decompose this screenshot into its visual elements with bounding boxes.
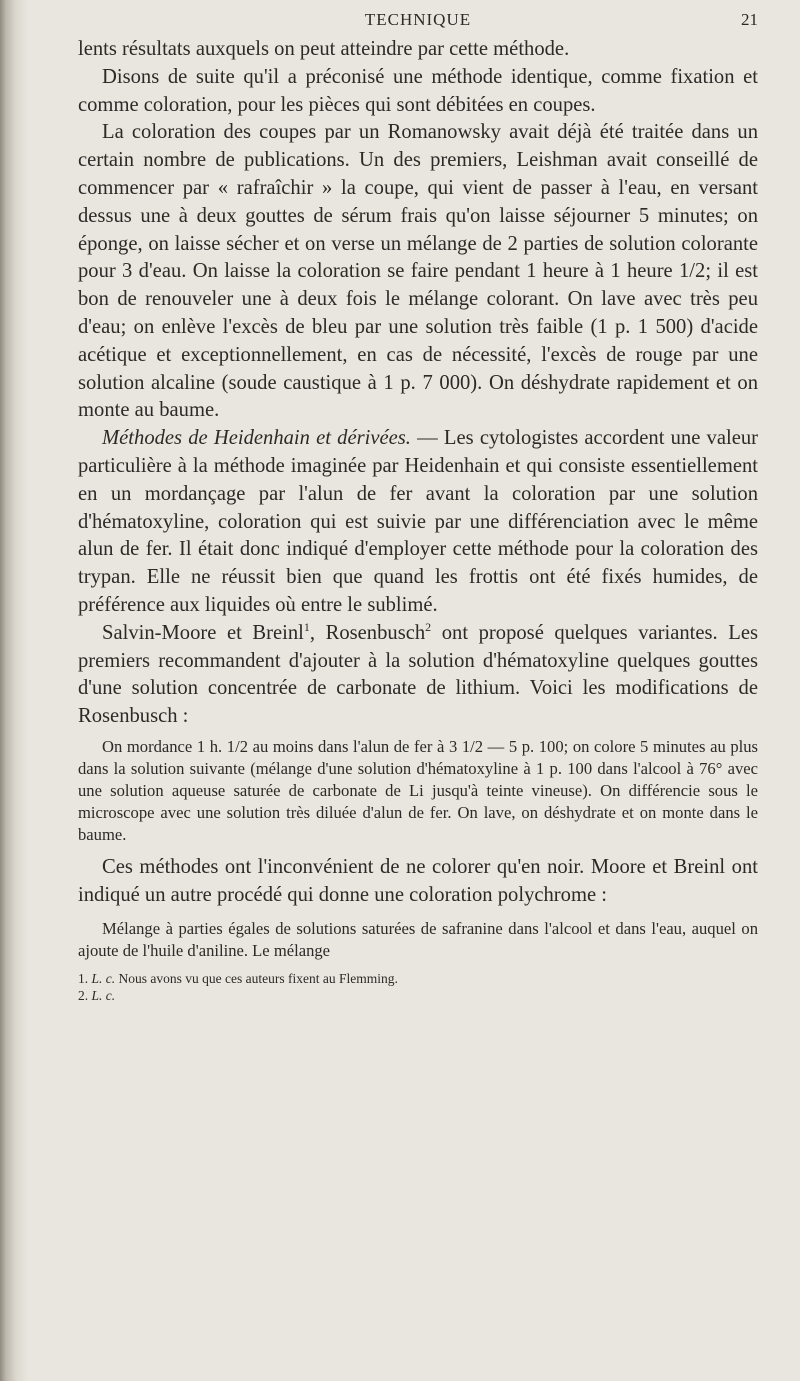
paragraph-4-text: — Les cytologistes accordent une valeur particulière à la méthode imaginée par Heidenhain et qui consiste essentiellement en un mordançage par l'alun de fer avant la coloration par une solution d'hématoxyline, coloration qui est suivie par une différenciation avec le même alun de fer. Il était donc indiqué d'employer cette méthode pour la coloration des trypan. Elle ne réussit bien que quand les frottis ont été fixés humides, de préférence aux liquides où entre le sublimé. (78, 427, 759, 616)
paragraph-6: Ces méthodes ont l'inconvénient de ne colorer qu'en noir. Moore et Breinl ont indiqué un autre procédé qui donne une coloration polychrome : (78, 856, 758, 907)
book-page (78, 0, 758, 1004)
footnote-1-text: Nous avons vu que ces auteurs fixent au Flemming. (115, 970, 398, 986)
paragraph-1: lents résultats auxquels on peut atteindre par cette méthode. (78, 38, 570, 60)
footnote-1-mark: 1. (78, 970, 89, 986)
footnote-1 (78, 970, 758, 987)
section-heading: Méthodes de Heidenhain et dérivées. (102, 427, 411, 450)
paragraph-3: La coloration des coupes par un Romanowsky avait déjà été traitée dans un certain nombre de publications. Un des premiers, Leishman avait conseillé de commencer par « rafraîchir » la coupe, qui vient de passer à l'eau, en versant dessus une à deux gouttes de sérum frais qu'on laisse séjourner 5 minutes; on éponge, on laisse sécher et on verse un mélange de 2 parties de solution colorante pour 3 d'eau. On laisse la coloration se faire pendant 1 heure à 1 heure 1/2; il est bon de renouveler une à deux fois le mélange colorant. On lave avec très peu d'eau; on enlève l'excès de bleu par une solution très faible (1 p. 1 500) d'acide acétique et exceptionnellement, en cas de nécessité, l'excès de rouge par une solution alcaline (soude caustique à 1 p. 7 000). On déshydrate rapidement et on monte au baume. (78, 121, 758, 422)
running-title: TECHNIQUE (364, 10, 472, 29)
paragraph-5 (78, 620, 758, 731)
footnote-1-ref: L. c. (91, 970, 116, 986)
paragraph-5-part-b: , Rosenbusch (309, 621, 426, 644)
paragraph-2: Disons de suite qu'il a préconisé une méthode identique, comme fixation et comme coloration, pour les pièces qui sont débitées en coupes. (78, 65, 758, 116)
footnote-ref-1: 1 (303, 619, 310, 634)
footnotes (78, 970, 758, 1004)
footnote-2-ref: L. c. (91, 987, 116, 1003)
small-print-procedure: On mordance 1 h. 1/2 au moins dans l'alun de fer à 3 1/2 — 5 p. 100; on colore 5 minutes au plus dans la solution suivante (mélange d'une solution d'hématoxyline à 1 p. 100 dans l'alcool à 76° avec une solution aqueuse saturée de carbonate de Li jusqu'à teinte vineuse). On différencie sous le microscope avec une solution très diluée d'alun de fer. On lave, on déshydrate et on monte dans le baume. (78, 736, 758, 844)
small-print-melange: Mélange à parties égales de solutions saturées de safranine dans l'alcool et dans l'eau, auquel on ajoute de l'huile d'aniline. Le mélange (78, 919, 758, 960)
paragraph-5-part-c: ont proposé quelques variantes. Les premiers recommandent d'ajouter à la solution d'hématoxyline quelques gouttes d'une solution concentrée de carbonate de lithium. Voici les modifications de Rosenbusch : (78, 621, 758, 728)
footnote-ref-2: 2 (425, 619, 432, 634)
page-header (78, 0, 758, 36)
page-number: 21 (741, 10, 758, 29)
book-gutter-shadow (0, 0, 28, 1381)
footnote-2 (78, 987, 758, 1004)
paragraph-5-part-a: Salvin-Moore et Breinl (102, 621, 304, 644)
paragraph-4 (78, 425, 758, 620)
footnote-2-mark: 2. (78, 987, 89, 1003)
